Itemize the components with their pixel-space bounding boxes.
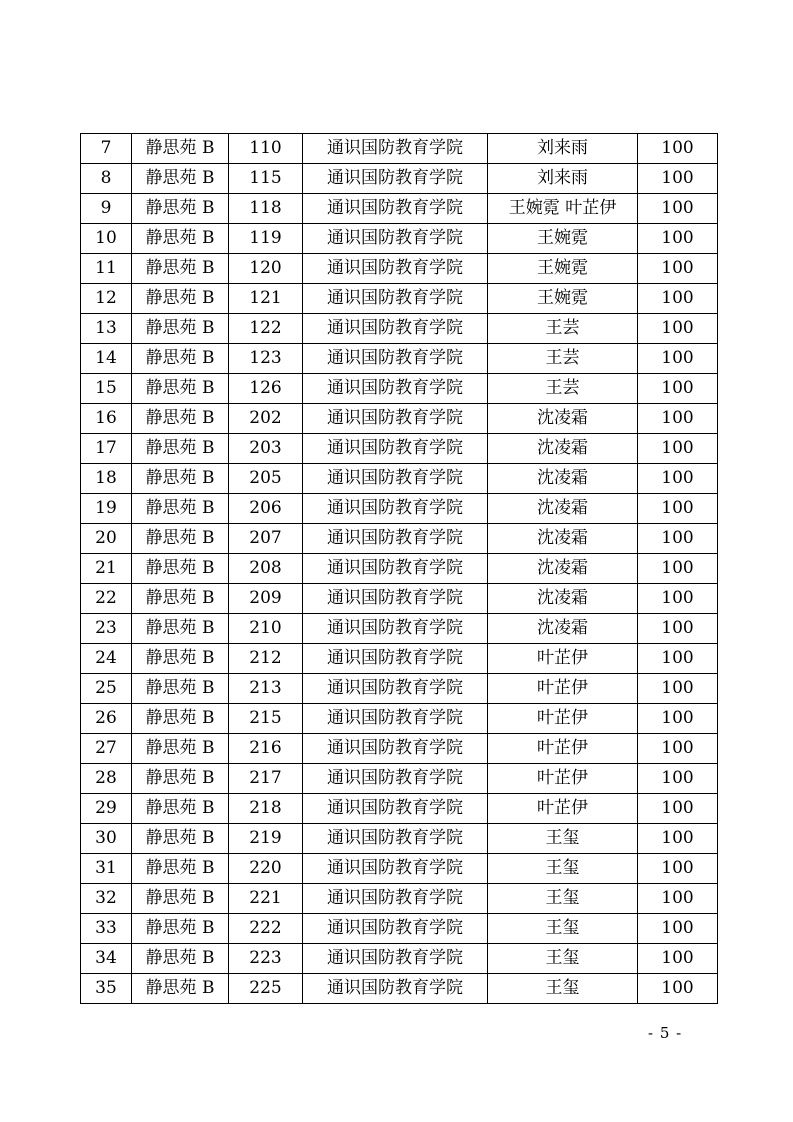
building-cell: 静思苑 B — [132, 854, 229, 884]
college-cell: 通识国防教育学院 — [303, 944, 488, 974]
room-number-cell: 120 — [229, 254, 303, 284]
room-number-cell: 221 — [229, 884, 303, 914]
row-number-cell: 28 — [81, 764, 132, 794]
row-number-cell: 21 — [81, 554, 132, 584]
row-number-cell: 27 — [81, 734, 132, 764]
college-cell: 通识国防教育学院 — [303, 644, 488, 674]
building-cell: 静思苑 B — [132, 464, 229, 494]
building-cell: 静思苑 B — [132, 944, 229, 974]
score-cell: 100 — [638, 614, 718, 644]
row-number-cell: 34 — [81, 944, 132, 974]
score-cell: 100 — [638, 914, 718, 944]
college-cell: 通识国防教育学院 — [303, 374, 488, 404]
room-number-cell: 219 — [229, 824, 303, 854]
building-cell: 静思苑 B — [132, 494, 229, 524]
inspector-cell: 叶芷伊 — [488, 644, 638, 674]
inspector-cell: 王芸 — [488, 314, 638, 344]
score-cell: 100 — [638, 704, 718, 734]
score-cell: 100 — [638, 134, 718, 164]
row-number-cell: 25 — [81, 674, 132, 704]
inspector-cell: 王婉霓 — [488, 284, 638, 314]
table-row — [81, 434, 718, 464]
inspector-cell: 沈凌霜 — [488, 404, 638, 434]
score-cell: 100 — [638, 494, 718, 524]
building-cell: 静思苑 B — [132, 194, 229, 224]
inspector-cell: 王玺 — [488, 914, 638, 944]
inspector-cell: 王玺 — [488, 824, 638, 854]
college-cell: 通识国防教育学院 — [303, 524, 488, 554]
room-number-cell: 216 — [229, 734, 303, 764]
table-row — [81, 614, 718, 644]
building-cell: 静思苑 B — [132, 614, 229, 644]
college-cell: 通识国防教育学院 — [303, 974, 488, 1004]
inspector-cell: 沈凌霜 — [488, 434, 638, 464]
college-cell: 通识国防教育学院 — [303, 194, 488, 224]
building-cell: 静思苑 B — [132, 644, 229, 674]
room-number-cell: 217 — [229, 764, 303, 794]
building-cell: 静思苑 B — [132, 164, 229, 194]
college-cell: 通识国防教育学院 — [303, 494, 488, 524]
score-cell: 100 — [638, 314, 718, 344]
college-cell: 通识国防教育学院 — [303, 344, 488, 374]
room-number-cell: 202 — [229, 404, 303, 434]
row-number-cell: 16 — [81, 404, 132, 434]
inspector-cell: 叶芷伊 — [488, 764, 638, 794]
room-number-cell: 118 — [229, 194, 303, 224]
room-number-cell: 207 — [229, 524, 303, 554]
table-row — [81, 194, 718, 224]
room-number-cell: 115 — [229, 164, 303, 194]
score-cell: 100 — [638, 674, 718, 704]
inspector-cell: 沈凌霜 — [488, 584, 638, 614]
row-number-cell: 24 — [81, 644, 132, 674]
inspector-cell: 沈凌霜 — [488, 524, 638, 554]
building-cell: 静思苑 B — [132, 764, 229, 794]
score-cell: 100 — [638, 284, 718, 314]
building-cell: 静思苑 B — [132, 824, 229, 854]
table-row — [81, 344, 718, 374]
college-cell: 通识国防教育学院 — [303, 854, 488, 884]
building-cell: 静思苑 B — [132, 524, 229, 554]
college-cell: 通识国防教育学院 — [303, 914, 488, 944]
college-cell: 通识国防教育学院 — [303, 464, 488, 494]
score-cell: 100 — [638, 824, 718, 854]
row-number-cell: 31 — [81, 854, 132, 884]
score-cell: 100 — [638, 644, 718, 674]
inspector-cell: 王玺 — [488, 974, 638, 1004]
score-cell: 100 — [638, 254, 718, 284]
row-number-cell: 13 — [81, 314, 132, 344]
table-row — [81, 464, 718, 494]
room-number-cell: 209 — [229, 584, 303, 614]
inspector-cell: 刘来雨 — [488, 134, 638, 164]
table-row — [81, 884, 718, 914]
college-cell: 通识国防教育学院 — [303, 704, 488, 734]
score-cell: 100 — [638, 194, 718, 224]
table-row — [81, 734, 718, 764]
table-row — [81, 374, 718, 404]
table-row — [81, 554, 718, 584]
room-number-cell: 121 — [229, 284, 303, 314]
building-cell: 静思苑 B — [132, 974, 229, 1004]
score-cell: 100 — [638, 164, 718, 194]
row-number-cell: 8 — [81, 164, 132, 194]
room-number-cell: 213 — [229, 674, 303, 704]
table-body — [81, 134, 718, 1004]
row-number-cell: 20 — [81, 524, 132, 554]
table-row — [81, 584, 718, 614]
score-cell: 100 — [638, 404, 718, 434]
row-number-cell: 33 — [81, 914, 132, 944]
room-number-cell: 208 — [229, 554, 303, 584]
college-cell: 通识国防教育学院 — [303, 674, 488, 704]
building-cell: 静思苑 B — [132, 314, 229, 344]
building-cell: 静思苑 B — [132, 344, 229, 374]
inspector-cell: 刘来雨 — [488, 164, 638, 194]
inspector-cell: 王芸 — [488, 374, 638, 404]
score-cell: 100 — [638, 224, 718, 254]
inspector-cell: 王玺 — [488, 854, 638, 884]
college-cell: 通识国防教育学院 — [303, 404, 488, 434]
row-number-cell: 22 — [81, 584, 132, 614]
room-number-cell: 222 — [229, 914, 303, 944]
building-cell: 静思苑 B — [132, 254, 229, 284]
building-cell: 静思苑 B — [132, 284, 229, 314]
building-cell: 静思苑 B — [132, 914, 229, 944]
score-cell: 100 — [638, 344, 718, 374]
college-cell: 通识国防教育学院 — [303, 764, 488, 794]
table-row — [81, 314, 718, 344]
building-cell: 静思苑 B — [132, 224, 229, 254]
college-cell: 通识国防教育学院 — [303, 554, 488, 584]
table-row — [81, 674, 718, 704]
score-cell: 100 — [638, 764, 718, 794]
table-row — [81, 164, 718, 194]
score-cell: 100 — [638, 434, 718, 464]
page-number: - 5 - — [648, 1024, 683, 1042]
score-cell: 100 — [638, 884, 718, 914]
room-number-cell: 215 — [229, 704, 303, 734]
building-cell: 静思苑 B — [132, 374, 229, 404]
score-cell: 100 — [638, 524, 718, 554]
building-cell: 静思苑 B — [132, 704, 229, 734]
row-number-cell: 11 — [81, 254, 132, 284]
college-cell: 通识国防教育学院 — [303, 284, 488, 314]
room-number-cell: 119 — [229, 224, 303, 254]
room-number-cell: 122 — [229, 314, 303, 344]
college-cell: 通识国防教育学院 — [303, 434, 488, 464]
college-cell: 通识国防教育学院 — [303, 824, 488, 854]
inspector-cell: 叶芷伊 — [488, 704, 638, 734]
college-cell: 通识国防教育学院 — [303, 314, 488, 344]
row-number-cell: 15 — [81, 374, 132, 404]
dorm-inspection-table — [80, 133, 718, 1004]
row-number-cell: 17 — [81, 434, 132, 464]
room-number-cell: 220 — [229, 854, 303, 884]
college-cell: 通识国防教育学院 — [303, 224, 488, 254]
row-number-cell: 30 — [81, 824, 132, 854]
score-cell: 100 — [638, 734, 718, 764]
score-cell: 100 — [638, 944, 718, 974]
college-cell: 通识国防教育学院 — [303, 794, 488, 824]
row-number-cell: 19 — [81, 494, 132, 524]
inspector-cell: 沈凌霜 — [488, 464, 638, 494]
row-number-cell: 23 — [81, 614, 132, 644]
building-cell: 静思苑 B — [132, 674, 229, 704]
inspector-cell: 王玺 — [488, 884, 638, 914]
table-row — [81, 134, 718, 164]
table-row — [81, 764, 718, 794]
building-cell: 静思苑 B — [132, 434, 229, 464]
building-cell: 静思苑 B — [132, 134, 229, 164]
score-cell: 100 — [638, 974, 718, 1004]
row-number-cell: 18 — [81, 464, 132, 494]
room-number-cell: 225 — [229, 974, 303, 1004]
row-number-cell: 9 — [81, 194, 132, 224]
row-number-cell: 14 — [81, 344, 132, 374]
table-row — [81, 704, 718, 734]
building-cell: 静思苑 B — [132, 584, 229, 614]
room-number-cell: 210 — [229, 614, 303, 644]
table-row — [81, 944, 718, 974]
inspector-cell: 沈凌霜 — [488, 554, 638, 584]
row-number-cell: 7 — [81, 134, 132, 164]
score-cell: 100 — [638, 464, 718, 494]
room-number-cell: 212 — [229, 644, 303, 674]
room-number-cell: 123 — [229, 344, 303, 374]
inspector-cell: 王玺 — [488, 944, 638, 974]
college-cell: 通识国防教育学院 — [303, 584, 488, 614]
score-cell: 100 — [638, 794, 718, 824]
building-cell: 静思苑 B — [132, 404, 229, 434]
room-number-cell: 223 — [229, 944, 303, 974]
table-row — [81, 914, 718, 944]
score-cell: 100 — [638, 854, 718, 884]
table-row — [81, 854, 718, 884]
table-row — [81, 974, 718, 1004]
room-number-cell: 110 — [229, 134, 303, 164]
college-cell: 通识国防教育学院 — [303, 164, 488, 194]
table-row — [81, 404, 718, 434]
table-row — [81, 224, 718, 254]
table-row — [81, 494, 718, 524]
inspector-cell: 叶芷伊 — [488, 734, 638, 764]
inspector-cell: 叶芷伊 — [488, 674, 638, 704]
college-cell: 通识国防教育学院 — [303, 734, 488, 764]
building-cell: 静思苑 B — [132, 554, 229, 584]
room-number-cell: 205 — [229, 464, 303, 494]
building-cell: 静思苑 B — [132, 734, 229, 764]
inspector-cell: 王婉霓 — [488, 224, 638, 254]
inspector-cell: 沈凌霜 — [488, 614, 638, 644]
college-cell: 通识国防教育学院 — [303, 254, 488, 284]
table-row — [81, 644, 718, 674]
building-cell: 静思苑 B — [132, 884, 229, 914]
college-cell: 通识国防教育学院 — [303, 884, 488, 914]
building-cell: 静思苑 B — [132, 794, 229, 824]
score-cell: 100 — [638, 374, 718, 404]
inspector-cell: 王芸 — [488, 344, 638, 374]
inspector-cell: 沈凌霜 — [488, 494, 638, 524]
row-number-cell: 12 — [81, 284, 132, 314]
inspector-cell: 王婉霓 叶芷伊 — [488, 194, 638, 224]
room-number-cell: 218 — [229, 794, 303, 824]
table-row — [81, 524, 718, 554]
score-cell: 100 — [638, 554, 718, 584]
table-row — [81, 254, 718, 284]
inspector-cell: 叶芷伊 — [488, 794, 638, 824]
college-cell: 通识国防教育学院 — [303, 614, 488, 644]
room-number-cell: 206 — [229, 494, 303, 524]
row-number-cell: 35 — [81, 974, 132, 1004]
row-number-cell: 29 — [81, 794, 132, 824]
room-number-cell: 126 — [229, 374, 303, 404]
score-cell: 100 — [638, 584, 718, 614]
table-row — [81, 824, 718, 854]
inspector-cell: 王婉霓 — [488, 254, 638, 284]
table-row — [81, 794, 718, 824]
row-number-cell: 26 — [81, 704, 132, 734]
row-number-cell: 10 — [81, 224, 132, 254]
college-cell: 通识国防教育学院 — [303, 134, 488, 164]
row-number-cell: 32 — [81, 884, 132, 914]
table-row — [81, 284, 718, 314]
room-number-cell: 203 — [229, 434, 303, 464]
